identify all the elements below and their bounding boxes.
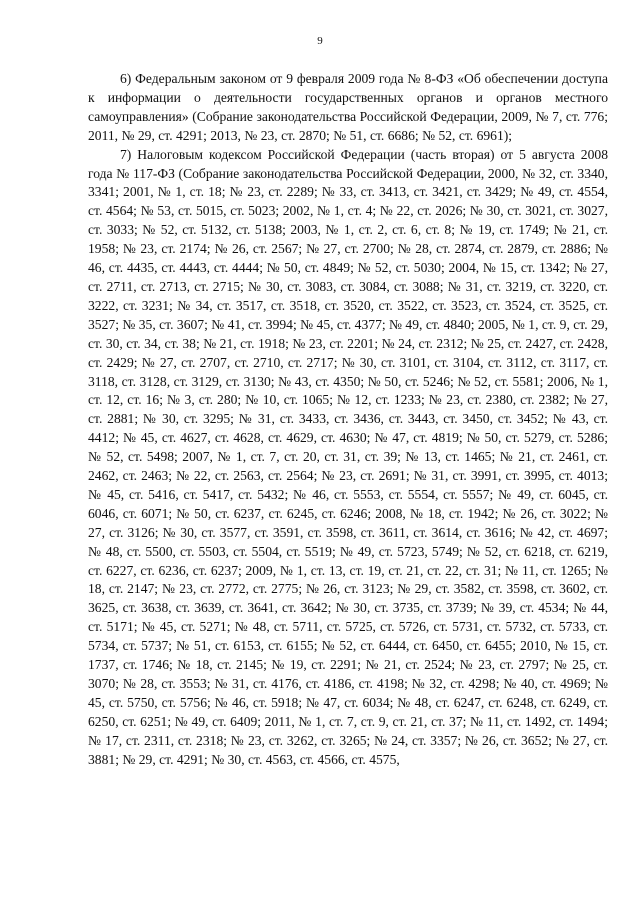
document-body (88, 70, 608, 770)
page-number: 9 (317, 35, 323, 47)
paragraph-item-6: 6) Федеральным законом от 9 февраля 2009 года № 8-ФЗ «Об обеспечении доступа к информации о деятельности государственных органов и органов местного самоуправления» (Собрание законодательства Российской Федерации, 2009, № 7, ст. 776; 2011, № 29, ст. 4291; 2013, № 23, ст. 2870; № 51, ст. 6686; № 52, ст. 6961); (88, 71, 608, 143)
paragraph-item-7: 7) Налоговым кодексом Российской Федерации (часть вторая) от 5 августа 2008 года № 117-ФЗ (Собрание законодательства Российской Федерации, 2000, № 32, ст. 3340, 3341; 2001, № 1, ст. 18; № 23, ст. 2289; № 33, ст. 3413, ст. 3421, ст. 3429; № 49, ст. 4554, ст. 4564; № 53, ст. 5015, ст. 5023; 2002, № 1, ст. 4; № 22, ст. 2026; № 30, ст. 3021, ст. 3027, ст. 3033; № 52, ст. 5132, ст. 5138; 2003, № 1, ст. 2, ст. 6, ст. 8; № 19, ст. 1749; № 21, ст. 1958; № 23, ст. 2174; № 26, ст. 2567; № 27, ст. 2700; № 28, ст. 2874, ст. 2879, ст. 2886; № 46, ст. 4435, ст. 4443, ст. 4444; № 50, ст. 4849; № 52, ст. 5030; 2004, № 15, ст. 1342; № 27, ст. 2711, ст. 2713, ст. 2715; № 30, ст. 3083, ст. 3084, ст. 3088; № 31, ст. 3219, ст. 3220, ст. 3222, ст. 3231; № 34, ст. 3517, ст. 3518, ст. 3520, ст. 3522, ст. 3523, ст. 3524, ст. 3525, ст. 3527; № 35, ст. 3607; № 41, ст. 3994; № 45, ст. 4377; № 49, ст. 4840; 2005, № 1, ст. 9, ст. 29, ст. 30, ст. 34, ст. 38; № 21, ст. 1918; № 23, ст. 2201; № 24, ст. 2312; № 25, ст. 2427, ст. 2428, ст. 2429; № 27, ст. 2707, ст. 2710, ст. 2717; № 30, ст. 3101, ст. 3104, ст. 3112, ст. 3117, ст. 3118, ст. 3128, ст. 3129, ст. 3130; № 43, ст. 4350; № 50, ст. 5246; № 52, ст. 5581; 2006, № 1, ст. 12, ст. 16; № 3, ст. 280; № 10, ст. 1065; № 12, ст. 1233; № 23, ст. 2380, ст. 2382; № 27, ст. 2881; № 30, ст. 3295; № 31, ст. 3433, ст. 3436, ст. 3443, ст. 3450, ст. 3452; № 43, ст. 4412; № 45, ст. 4627, ст. 4628, ст. 4629, ст. 4630; № 47, ст. 4819; № 50, ст. 5279, ст. 5286; № 52, ст. 5498; 2007, № 1, ст. 7, ст. 20, ст. 31, ст. 39; № 13, ст. 1465; № 21, ст. 2461, ст. 2462, ст. 2463; № 22, ст. 2563, ст. 2564; № 23, ст. 2691; № 31, ст. 3991, ст. 3995, ст. 4013; № 45, ст. 5416, ст. 5417, ст. 5432; № 46, ст. 5553, ст. 5554, ст. 5557; № 49, ст. 6045, ст. 6046, ст. 6071; № 50, ст. 6237, ст. 6245, ст. 6246; 2008, № 18, ст. 1942; № 26, ст. 3022; № 27, ст. 3126; № 30, ст. 3577, ст. 3591, ст. 3598, ст. 3611, ст. 3614, ст. 3616; № 42, ст. 4697; № 48, ст. 5500, ст. 5503, ст. 5504, ст. 5519; № 49, ст. 5723, 5749; № 52, ст. 6218, ст. 6219, ст. 6227, ст. 6236, ст. 6237; 2009, № 1, ст. 13, ст. 19, ст. 21, ст. 22, ст. 31; № 11, ст. 1265; № 18, ст. 2147; № 23, ст. 2772, ст. 2775; № 26, ст. 3123; № 29, ст. 3582, ст. 3598, ст. 3602, ст. 3625, ст. 3638, ст. 3639, ст. 3641, ст. 3642; № 30, ст. 3735, ст. 3739; № 39, ст. 4534; № 44, ст. 5171; № 45, ст. 5271; № 48, ст. 5711, ст. 5725, ст. 5726, ст. 5731, ст. 5732, ст. 5733, ст. 5734, ст. 5737; № 51, ст. 6153, ст. 6155; № 52, ст. 6444, ст. 6450, ст. 6455; 2010, № 15, ст. 1737, ст. 1746; № 18, ст. 2145; № 19, ст. 2291; № 21, ст. 2524; № 23, ст. 2797; № 25, ст. 3070; № 28, ст. 3553; № 31, ст. 4176, ст. 4186, ст. 4198; № 32, ст. 4298; № 40, ст. 4969; № 45, ст. 5750, ст. 5756; № 46, ст. 5918; № 47, ст. 6034; № 48, ст. 6247, ст. 6248, ст. 6249, ст. 6250, ст. 6251; № 49, ст. 6409; 2011, № 1, ст. 7, ст. 9, ст. 21, ст. 37; № 11, ст. 1492, ст. 1494; № 17, ст. 2311, ст. 2318; № 23, ст. 3262, ст. 3265; № 24, ст. 3357; № 26, ст. 3652; № 27, ст. 3881; № 29, ст. 4291; № 30, ст. 4563, ст. 4566, ст. 4575, (88, 146, 608, 767)
